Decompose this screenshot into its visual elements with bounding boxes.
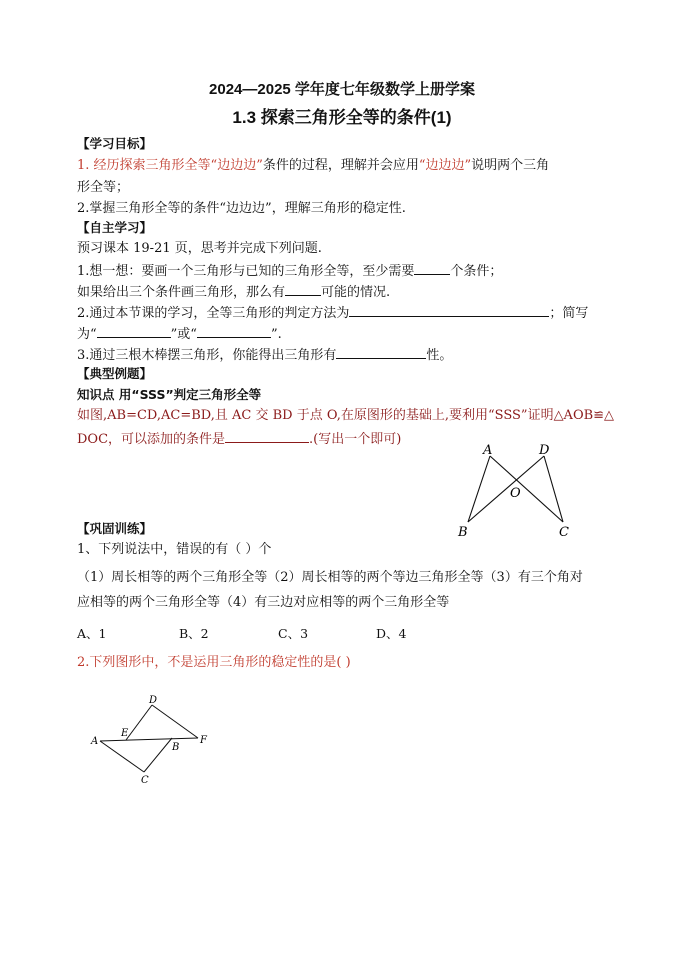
- document-title: 2024—2025 学年度七年级数学上册学案: [209, 81, 475, 98]
- segment-DC: [544, 456, 563, 522]
- example-text-1: 如图,AB=CD,AC=BD,且 AC 交 BD 于点 O,在原图形的基础上,要利用“SSS”证明△AOB≌△: [77, 408, 615, 423]
- answer-blank[interactable]: [336, 346, 426, 359]
- practice-question-1: 1、下列说法中，错误的有（ ）个: [77, 542, 272, 557]
- label-C: C: [141, 775, 149, 786]
- answer-blank[interactable]: [97, 325, 171, 338]
- practice-figure: [88, 692, 218, 788]
- objective-1-text: 1. 经历探索三角形全等: [77, 158, 211, 173]
- question-1-continued: [77, 283, 654, 301]
- label-A: A: [483, 443, 493, 458]
- label-E: E: [121, 728, 129, 739]
- question-2c-text: 为“: [77, 327, 97, 342]
- objective-1-quote: “边边边”: [210, 158, 263, 173]
- segment-DF: [152, 705, 198, 738]
- example-text-2b: .(写出一个即可): [309, 432, 402, 447]
- label-O: O: [510, 486, 521, 501]
- question-2-text: 2.通过本节课的学习，全等三角形的判定方法为: [77, 306, 350, 321]
- segment-AC: [100, 741, 144, 772]
- example-text-2a: DOC，可以添加的条件是: [77, 432, 226, 447]
- question-3-text: 3.通过三根木棒摆三角形，你能得出三角形有: [77, 348, 337, 363]
- objective-1-quote-2: “边边边”: [418, 158, 472, 173]
- question-1-text-end: 个条件；: [450, 264, 503, 279]
- label-A: A: [91, 736, 99, 747]
- objective-1: [77, 158, 654, 174]
- question-1c-text: 如果给出三个条件画三角形，那么有: [77, 285, 286, 300]
- knowledge-point: 知识点 用“SSS”判定三角形全等: [77, 387, 262, 402]
- option-a: A、1: [77, 626, 107, 641]
- answer-blank[interactable]: [349, 304, 549, 317]
- question-3-text-end: 性。: [426, 348, 453, 363]
- segment-AF: [100, 738, 198, 741]
- question-2c-text-mid: ”或“: [170, 327, 197, 342]
- question-1c-text-end: 可能的情况.: [321, 285, 391, 300]
- lesson-title: 1.3 探索三角形全等的条件(1): [232, 108, 452, 127]
- self-study-intro: 预习课本 19-21 页，思考并完成下列问题.: [77, 241, 322, 256]
- option-c: C、3: [278, 626, 309, 641]
- label-B: B: [458, 525, 468, 540]
- label-C: C: [559, 525, 569, 540]
- answer-blank[interactable]: [225, 430, 309, 443]
- answer-blank[interactable]: [197, 325, 271, 338]
- question-2-continued: [77, 325, 654, 343]
- objective-1-text-end: 说明两个三角: [471, 158, 550, 173]
- segment-ED: [126, 705, 152, 740]
- question-3: [77, 346, 654, 364]
- option-d: D、4: [376, 626, 407, 641]
- answer-blank[interactable]: [414, 262, 450, 275]
- practice-question-1-body-2: 应相等的两个三角形全等（4）有三边对应相等的两个三角形全等: [77, 595, 450, 610]
- question-1: [77, 262, 654, 280]
- objective-1-text-mid: 条件的过程，理解并会应用: [262, 158, 419, 173]
- question-2c-text-end: ”.: [270, 327, 282, 342]
- objective-1-continued: 形全等；: [77, 180, 130, 195]
- label-D: D: [539, 443, 550, 458]
- segment-CB: [144, 738, 172, 772]
- objective-2: 2.掌握三角形全等的条件“边边边”，理解三角形的稳定性.: [77, 201, 406, 216]
- label-F: F: [200, 735, 207, 746]
- option-b: B、2: [179, 626, 209, 641]
- answer-blank[interactable]: [285, 283, 321, 296]
- practice-question-2: 2.下列图形中，不是运用三角形的稳定性的是( ): [77, 655, 351, 670]
- question-2: [77, 304, 654, 322]
- section-heading-self-study: 【自主学习】: [77, 220, 153, 235]
- label-B: B: [172, 742, 180, 753]
- label-D: D: [149, 695, 158, 706]
- question-2-text-end: ；简写: [549, 306, 589, 321]
- practice-question-1-body: （1）周长相等的两个三角形全等（2）周长相等的两个等边三角形全等（3）有三个角对: [77, 570, 583, 585]
- section-heading-practice: 【巩固训练】: [77, 521, 153, 536]
- section-heading-objectives: 【学习目标】: [77, 136, 153, 151]
- segment-AC: [490, 456, 563, 522]
- section-heading-examples: 【典型例题】: [77, 366, 153, 381]
- question-1-text: 1.想一想：要画一个三角形与已知的三角形全等，至少需要: [77, 264, 415, 279]
